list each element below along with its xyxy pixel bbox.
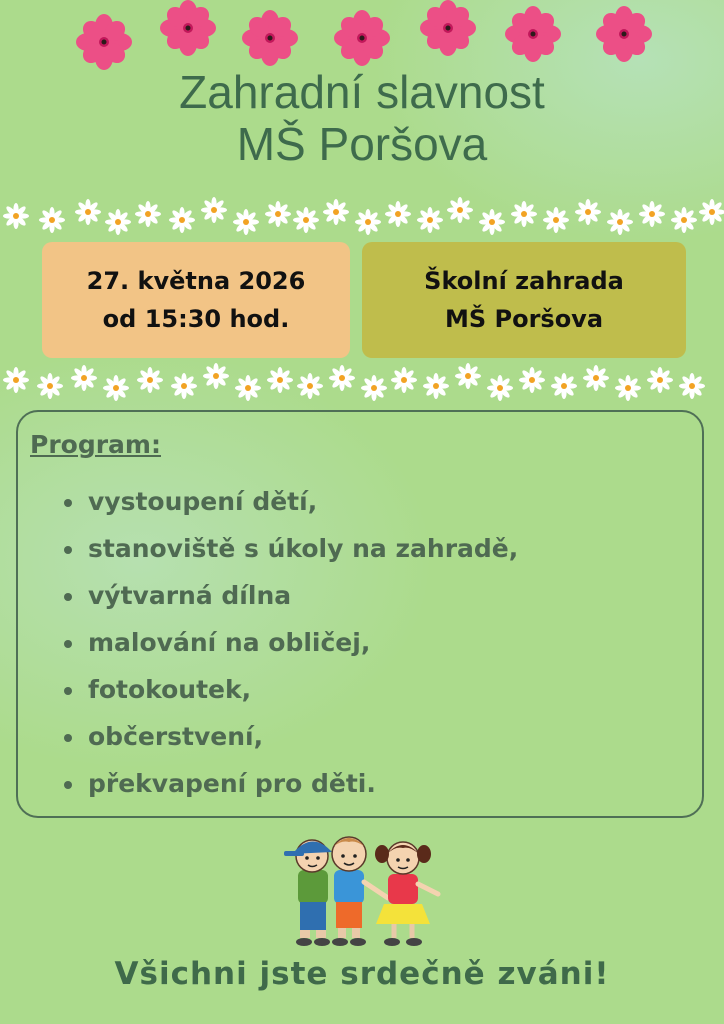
list-item: výtvarná dílna (60, 576, 518, 623)
pink-flower-icon (76, 14, 132, 70)
white-daisy-icon (0, 196, 724, 236)
list-item: občerstvení, (60, 717, 518, 764)
pink-flower-icon (596, 6, 652, 62)
list-item: fotokoutek, (60, 670, 518, 717)
list-item: vystoupení dětí, (60, 482, 518, 529)
invitation-footer: Všichni jste srdečně zváni! (114, 956, 610, 992)
place-box (362, 242, 686, 358)
list-item: stanoviště s úkoly na zahradě, (60, 529, 518, 576)
title-line-1: Zahradní slavnost (179, 66, 545, 118)
pink-flower-icon (420, 0, 476, 56)
title-line-2: MŠ Poršova (236, 118, 488, 170)
page-title (0, 66, 724, 170)
program-box (16, 410, 704, 818)
program-list (60, 482, 518, 811)
pink-flower-icon (334, 10, 390, 66)
list-item: překvapení pro děti. (60, 764, 518, 811)
time-text: od 15:30 hod. (102, 305, 290, 333)
pink-flower-icon (160, 0, 216, 56)
date-text: 27. května 2026 (86, 267, 306, 295)
date-box (42, 242, 350, 358)
pink-flower-icon (242, 10, 298, 66)
white-daisy-icon (0, 362, 724, 402)
list-item: malování na obličej, (60, 623, 518, 670)
place-school-text: MŠ Poršova (444, 305, 604, 333)
place-text: Školní zahrada (424, 267, 624, 295)
pink-flower-icon (505, 6, 561, 62)
program-heading: Program: (30, 430, 161, 459)
children-illustration (280, 832, 450, 950)
